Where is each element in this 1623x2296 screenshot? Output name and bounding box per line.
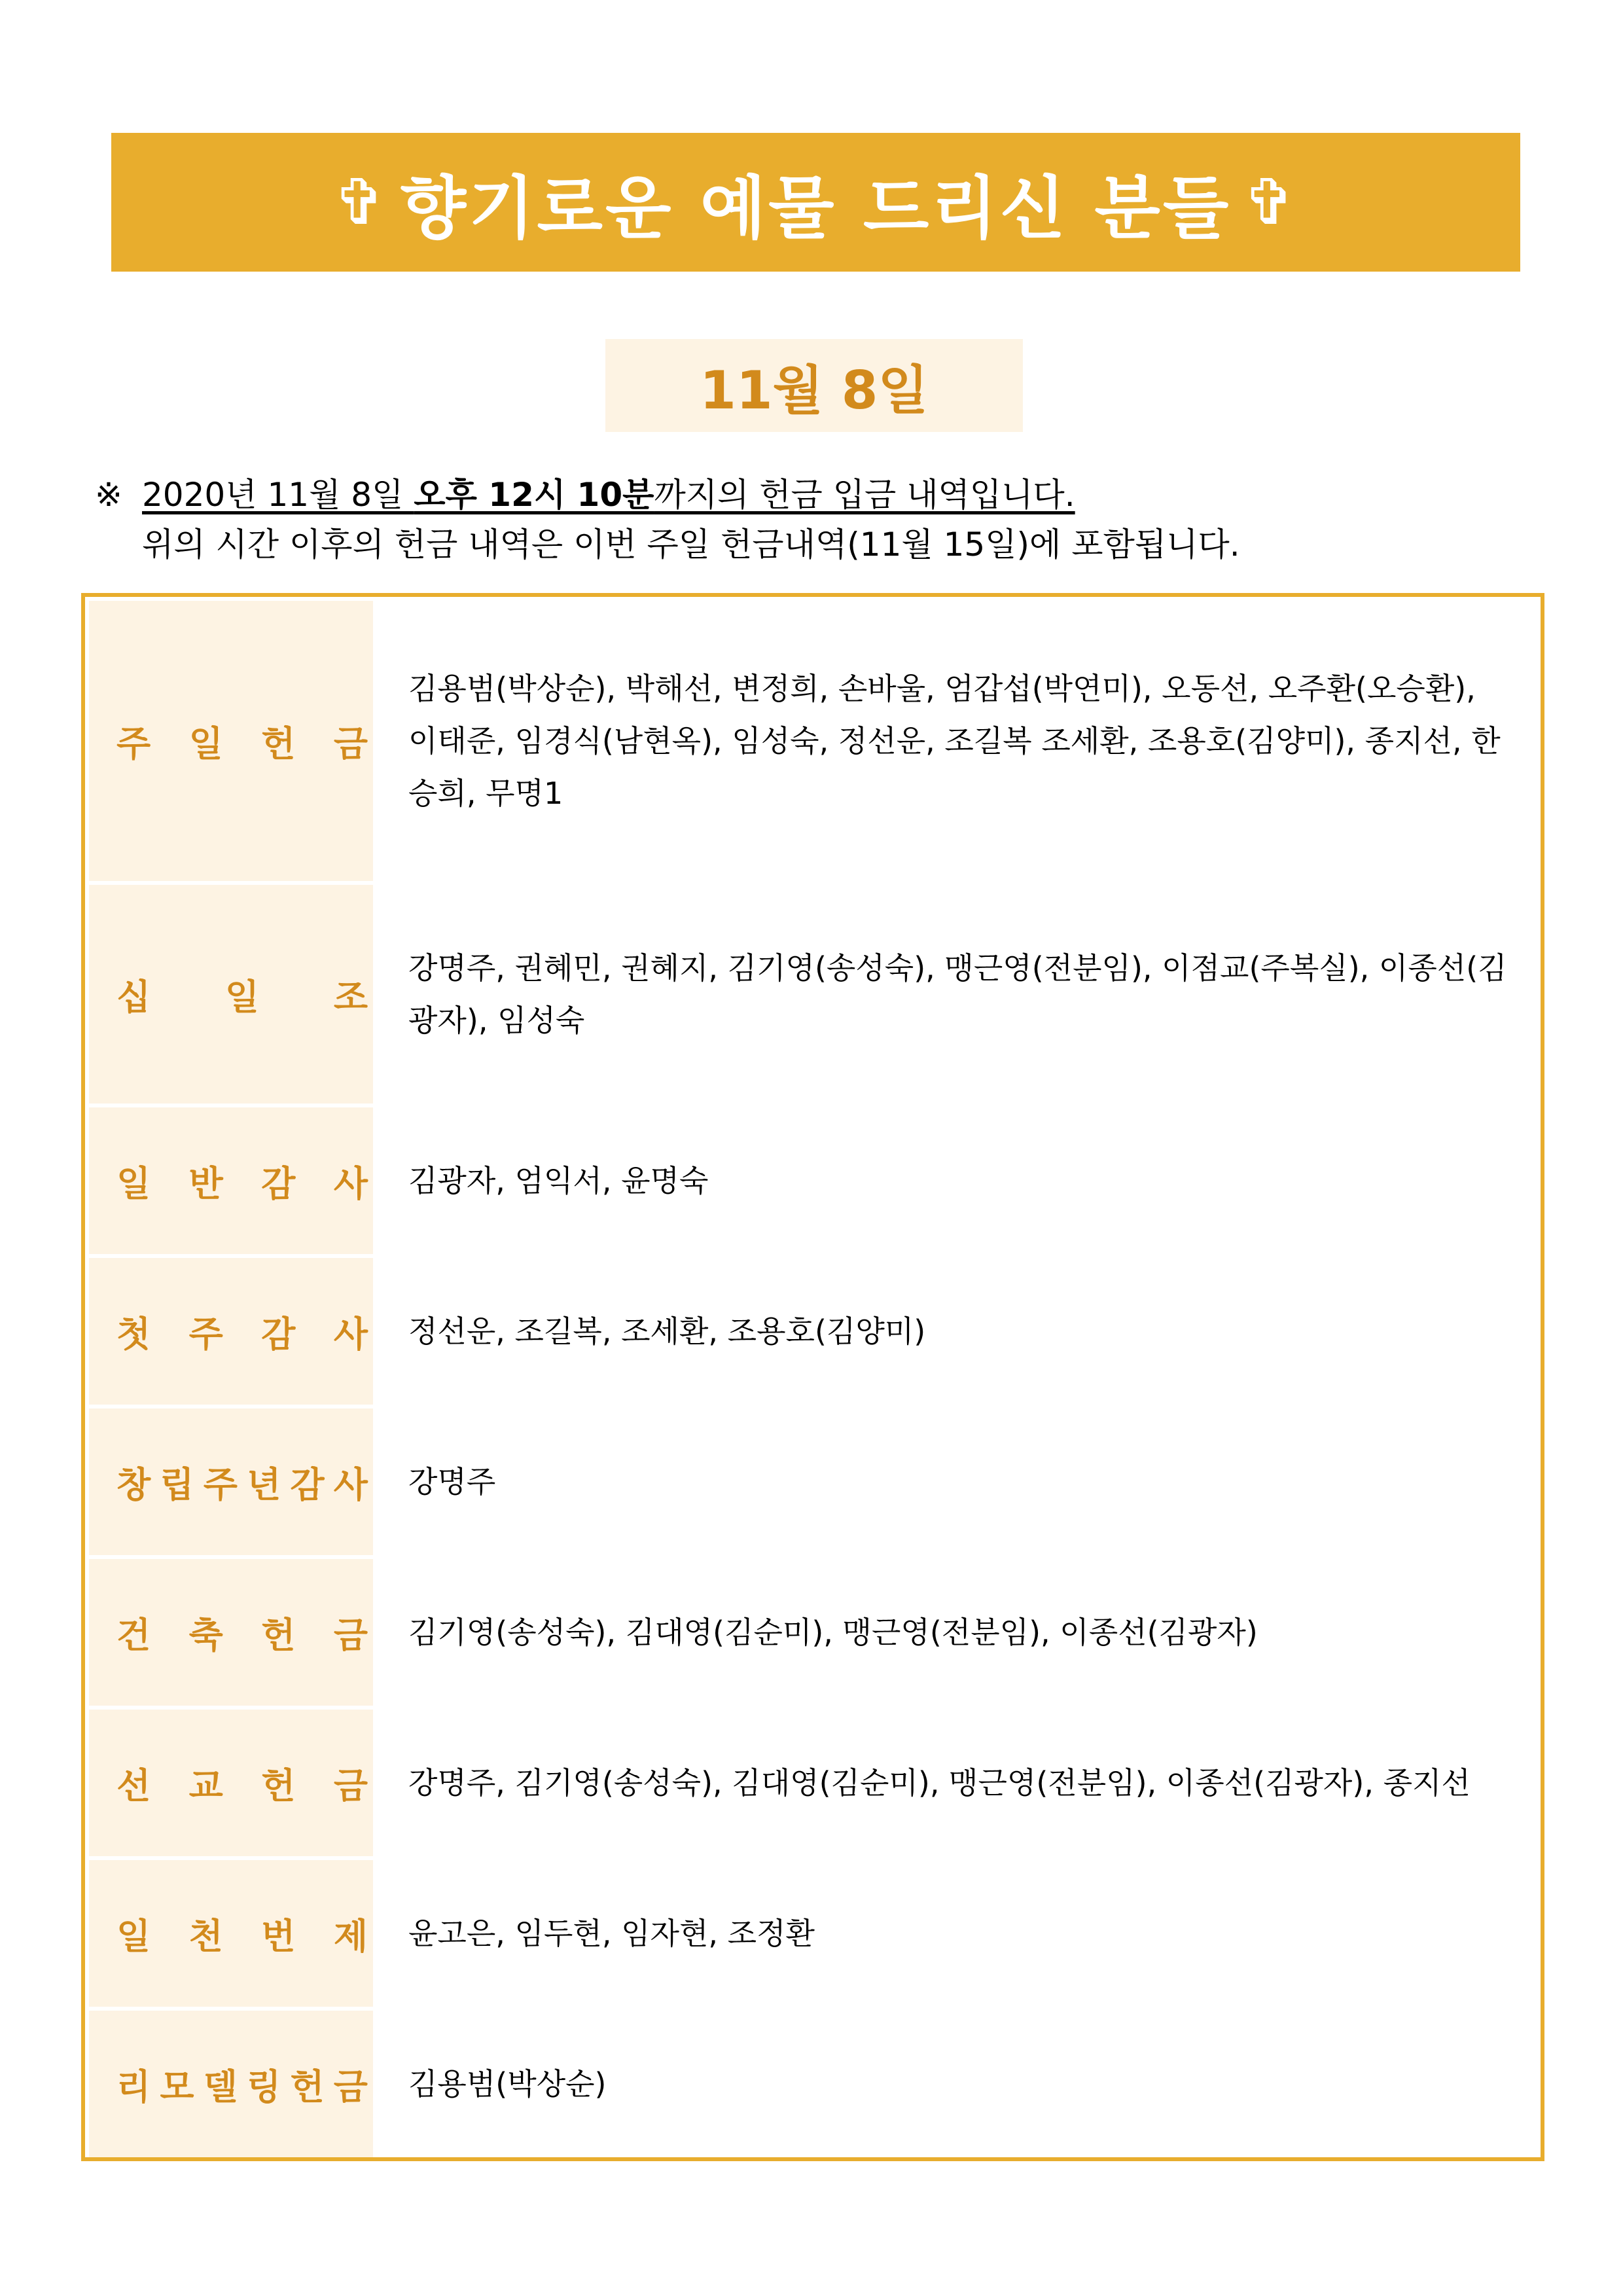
- table-row: [89, 1258, 1537, 1408]
- row-label: [89, 1107, 373, 1254]
- row-names: 정선운, 조길복, 조세환, 조용호(김양미): [408, 1314, 926, 1349]
- row-label-char: 헌: [261, 723, 296, 764]
- row-label-char: 주: [203, 1463, 238, 1505]
- row-label-char: 델: [203, 2066, 238, 2108]
- row-label-char: 천: [188, 1915, 223, 1957]
- row-label: [89, 1559, 373, 1706]
- row-label-char: 링: [247, 2066, 281, 2108]
- row-label-char: 모: [160, 2066, 194, 2108]
- row-names: 김광자, 엄익서, 윤명숙: [408, 1163, 709, 1198]
- row-label: [89, 1258, 373, 1405]
- row-names: 강명주, 김기영(송성숙), 김대영(김순미), 맹근영(전분임), 이종선(김광자), 종지선: [408, 1765, 1471, 1801]
- row-label-char: 일: [188, 723, 223, 764]
- row-label-char: 축: [188, 1614, 223, 1656]
- notice-prefix: 2020년 11월 8일: [142, 476, 414, 514]
- row-label: [89, 1860, 373, 2007]
- row-label-char: 금: [333, 1614, 368, 1656]
- table-row: [89, 1107, 1537, 1258]
- row-label-char: 교: [188, 1765, 223, 1806]
- row-label: [89, 885, 373, 1103]
- notice-line-1: [95, 470, 1240, 520]
- row-label-char: 사: [333, 1162, 368, 1204]
- notice-time: 오후 12시 10분: [414, 476, 654, 514]
- row-label-char: 첫: [116, 1313, 151, 1355]
- date-text: 11월 8일: [700, 359, 929, 421]
- row-label-char: 감: [261, 1313, 296, 1355]
- row-label-char: 금: [333, 1765, 368, 1806]
- row-label-char: 일: [224, 976, 260, 1018]
- row-names: 김용범(박상순): [408, 2066, 607, 2102]
- table-row: [89, 2011, 1537, 2157]
- row-label: [89, 1408, 373, 1555]
- row-label-char: 선: [116, 1765, 151, 1806]
- row-label-char: 창: [116, 1463, 151, 1505]
- row-label: [89, 2011, 373, 2157]
- row-label-char: 립: [160, 1463, 194, 1505]
- table-row: [89, 1710, 1537, 1860]
- cross-icon: ✞: [333, 166, 389, 239]
- table-row: [89, 1559, 1537, 1710]
- row-label-char: 십: [116, 976, 151, 1018]
- row-label-char: 감: [290, 1463, 325, 1505]
- row-label-char: 건: [116, 1614, 151, 1656]
- title-banner: [111, 133, 1520, 272]
- row-label-char: 금: [333, 723, 368, 764]
- row-label-char: 사: [333, 1313, 368, 1355]
- notice-line-2: 위의 시간 이후의 헌금 내역은 이번 주일 헌금내역(11월 15일)에 포함됩니다.: [142, 526, 1240, 564]
- table-row: [89, 885, 1537, 1107]
- row-names: 강명주: [408, 1464, 496, 1499]
- table-row: [89, 1860, 1537, 2011]
- row-label-char: 사: [333, 1463, 368, 1505]
- row-label-char: 주: [188, 1313, 223, 1355]
- row-names: 강명주, 권혜민, 권혜지, 김기영(송성숙), 맹근영(전분임), 이점교(주복실), 이종선(김광자), 임성숙: [408, 950, 1507, 1038]
- row-label-char: 헌: [261, 1614, 296, 1656]
- row-label-char: 헌: [290, 2066, 325, 2108]
- row-names: 김용범(박상순), 박해선, 변정희, 손바울, 엄갑섭(박연미), 오동선, 오주환(오승환), 이태준, 임경식(남현옥), 임성숙, 정선운, 조길복 조세환, 조용호(김양미), 종지선, 한승희, 무명1: [408, 671, 1501, 811]
- row-names: 김기영(송성숙), 김대영(김순미), 맹근영(전분임), 이종선(김광자): [408, 1615, 1258, 1650]
- row-label-char: 반: [188, 1162, 223, 1204]
- row-label-char: 리: [116, 2066, 151, 2108]
- row-label-char: 금: [333, 2066, 368, 2108]
- notice: [95, 470, 1240, 569]
- row-label-char: 번: [261, 1915, 296, 1957]
- row-label-char: 조: [333, 976, 368, 1018]
- row-label: [89, 601, 373, 881]
- row-label-char: 일: [116, 1915, 151, 1957]
- row-label-char: 감: [261, 1162, 296, 1204]
- row-label-char: 일: [116, 1162, 151, 1204]
- table-row: [89, 601, 1537, 885]
- row-label-char: 헌: [261, 1765, 296, 1806]
- table-row: [89, 1408, 1537, 1559]
- row-label-char: 주: [116, 723, 151, 764]
- row-label-char: 년: [247, 1463, 281, 1505]
- reference-mark-icon: ※: [95, 476, 122, 514]
- row-label-char: 제: [333, 1915, 368, 1957]
- date-label: [605, 339, 1023, 432]
- notice-suffix: 까지의 헌금 입금 내역입니다.: [654, 476, 1075, 514]
- page-title: 향기로운 예물 드리신 분들: [400, 168, 1232, 248]
- row-names: 윤고은, 임두현, 임자현, 조정환: [408, 1916, 815, 1951]
- row-label: [89, 1710, 373, 1856]
- cross-icon: ✞: [1243, 166, 1298, 239]
- notice-underlined: [142, 476, 1075, 514]
- offering-table: [81, 593, 1544, 2161]
